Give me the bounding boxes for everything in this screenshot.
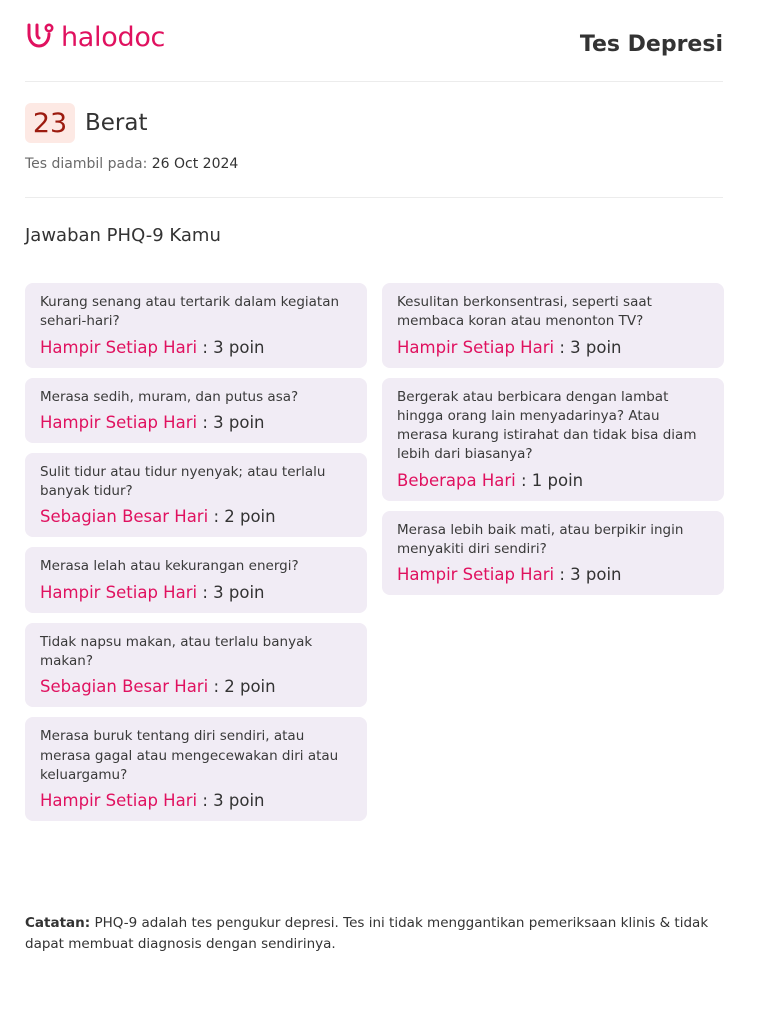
question-text: Sulit tidur atau tidur nyenyak; atau terlalu banyak tidur? (40, 463, 326, 500)
answer-points: : 3 poin (559, 565, 622, 585)
severity-label: Berat (85, 110, 148, 136)
answers-right-column (382, 283, 724, 605)
answer-points: : 1 poin (520, 470, 584, 490)
question-text: Merasa lelah atau kekurangan energi? (40, 558, 299, 575)
answer-card (25, 547, 367, 612)
answer-line (397, 564, 709, 586)
answer-card (382, 283, 724, 368)
answer-card (25, 378, 367, 443)
test-date-label: Tes diambil pada: (25, 156, 148, 172)
answer-label: Hampir Setiap Hari (397, 337, 555, 357)
answer-label: Hampir Setiap Hari (40, 791, 198, 811)
header (25, 20, 723, 82)
answer-card (25, 623, 367, 708)
answer-card (25, 453, 367, 538)
answer-label: Hampir Setiap Hari (40, 582, 198, 602)
question-text: Merasa sedih, muram, dan putus asa? (40, 388, 299, 405)
score-badge: 23 (25, 103, 75, 143)
halodoc-logo (25, 22, 165, 52)
test-date-value: 26 Oct 2024 (151, 156, 239, 172)
answer-points: : 3 poin (202, 582, 265, 602)
answers-left-column (25, 283, 367, 831)
note-text: PHQ-9 adalah tes pengukur depresi. Tes ini tidak menggantikan pemeriksaan klinis & tidak dapat membuat diagnosis dengan sendirinya. (25, 915, 709, 952)
divider (25, 197, 723, 198)
score-row (25, 103, 148, 143)
answer-line (40, 506, 352, 528)
answer-label: Sebagian Besar Hari (40, 677, 209, 697)
note-label: Catatan: (25, 915, 91, 931)
disclaimer-note (25, 913, 750, 955)
answer-label: Hampir Setiap Hari (40, 337, 198, 357)
answer-line (397, 470, 709, 492)
answer-line (40, 337, 352, 359)
answer-line (397, 337, 709, 359)
answer-points: : 3 poin (559, 337, 622, 357)
answer-card (25, 283, 367, 368)
answer-line (40, 412, 352, 434)
test-date (25, 156, 238, 172)
question-text: Bergerak atau berbicara dengan lambat hingga orang lain menyadarinya? Atau merasa kurang istirahat dan tidak bisa diam lebih dari biasanya? (397, 388, 697, 463)
question-text: Tidak napsu makan, atau terlalu banyak makan? (40, 633, 313, 670)
answer-points: : 3 poin (202, 791, 265, 811)
question-text: Merasa lebih baik mati, atau berpikir ingin menyakiti diri sendiri? (397, 521, 684, 558)
answer-label: Beberapa Hari (397, 470, 516, 490)
section-title: Jawaban PHQ-9 Kamu (25, 225, 221, 246)
question-text: Kesulitan berkonsentrasi, seperti saat membaca koran atau menonton TV? (397, 294, 652, 330)
answer-line (40, 582, 352, 604)
answer-label: Sebagian Besar Hari (40, 507, 209, 527)
question-text: Kurang senang atau tertarik dalam kegiatan sehari-hari? (40, 294, 340, 330)
stethoscope-icon (25, 22, 55, 52)
answer-label: Hampir Setiap Hari (397, 565, 555, 585)
question-text: Merasa buruk tentang diri sendiri, atau merasa gagal atau mengecewakan diri atau keluargamu? (40, 728, 339, 783)
answer-points: : 3 poin (202, 337, 265, 357)
answer-points: : 2 poin (213, 507, 276, 527)
answer-line (40, 790, 352, 812)
answer-points: : 3 poin (202, 412, 265, 432)
answer-card (25, 717, 367, 821)
answer-points: : 2 poin (213, 677, 276, 697)
answer-card (382, 378, 724, 501)
answer-card (382, 511, 724, 596)
answer-label: Hampir Setiap Hari (40, 412, 198, 432)
logo-text: halodoc (61, 21, 166, 53)
answer-line (40, 676, 352, 698)
document-title: Tes Depresi (579, 32, 723, 57)
